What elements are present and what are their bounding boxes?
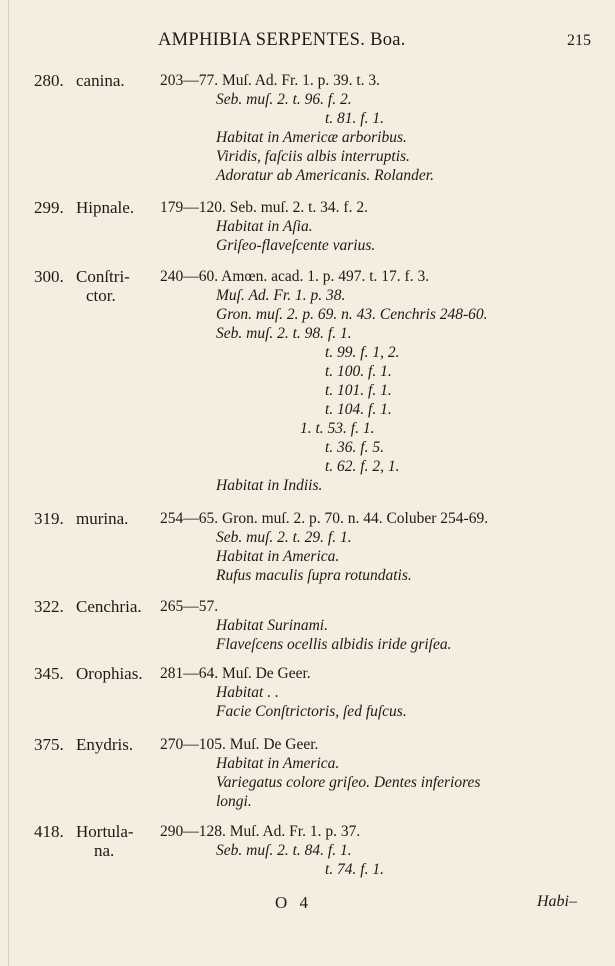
entry-number: 375. (34, 735, 64, 754)
entry-number: 280. (34, 71, 64, 90)
reference-line: 179—120. Seb. muſ. 2. t. 34. f. 2. (160, 199, 368, 216)
reference-line: 265—57. (160, 598, 219, 615)
page-number: 215 (567, 32, 591, 49)
species-name: canina. (76, 71, 125, 90)
entry-number: 345. (34, 664, 64, 683)
reference-line: 240—60. Amœn. acad. 1. p. 497. t. 17. f. 3. (160, 268, 430, 285)
entry-number: 299. (34, 198, 64, 217)
description-line: Viridis, faſciis albis interruptis. (216, 148, 410, 165)
description-line: Adoratur ab Americanis. Rolander. (216, 167, 434, 184)
species-name-continued: na. (94, 841, 115, 860)
reference-line: 203—77. Muſ. Ad. Fr. 1. p. 39. t. 3. (160, 72, 381, 89)
entry-number: 300. (34, 267, 64, 286)
reference-line: t. 101. f. 1. (325, 382, 392, 399)
reference-line: t. 99. f. 1, 2. (325, 344, 400, 361)
entry-number: 418. (34, 822, 64, 841)
habitat-line: Habitat in Americæ arboribus. (216, 129, 407, 146)
habitat-line: Habitat in Indiis. (216, 477, 323, 494)
reference-line: 281—64. Muſ. De Geer. (160, 665, 311, 682)
habitat-line: Habitat in America. (216, 755, 340, 772)
page-edge-shadow (8, 0, 9, 966)
reference-line: 290—128. Muſ. Ad. Fr. 1. p. 37. (160, 823, 361, 840)
reference-line: Seb. muſ. 2. t. 84. f. 1. (216, 842, 352, 859)
description-line: Griſeo-flaveſcente varius. (216, 237, 376, 254)
reference-line: t. 104. f. 1. (325, 401, 392, 418)
reference-line: t. 74. f. 1. (325, 861, 384, 878)
description-line: Rufus maculis ſupra rotundatis. (216, 567, 412, 584)
reference-line: 270—105. Muſ. De Geer. (160, 736, 319, 753)
habitat-line: Habitat in America. (216, 548, 340, 565)
page-header (0, 30, 615, 54)
species-name: Hortula- (76, 822, 134, 841)
reference-line: 1. t. 53. f. 1. (300, 420, 375, 437)
reference-line: t. 36. f. 5. (325, 439, 384, 456)
reference-line: Muſ. Ad. Fr. 1. p. 38. (216, 287, 346, 304)
reference-line: Gron. muſ. 2. p. 69. n. 43. Cenchris 248-60. (216, 306, 488, 323)
habitat-line: Habitat . . (216, 684, 279, 701)
species-name: Hipnale. (76, 198, 135, 217)
species-name-continued: ctor. (86, 286, 116, 305)
running-title: AMPHIBIA SERPENTES. Boa. (158, 30, 406, 50)
reference-line: Seb. muſ. 2. t. 96. f. 2. (216, 91, 352, 108)
description-line: Variegatus colore griſeo. Dentes inferiores (216, 774, 481, 791)
entry-number: 319. (34, 509, 64, 528)
reference-line: 254—65. Gron. muſ. 2. p. 70. n. 44. Coluber 254-69. (160, 510, 489, 527)
reference-line: Seb. muſ. 2. t. 29. f. 1. (216, 529, 352, 546)
habitat-line: Habitat in Aſia. (216, 218, 313, 235)
catchword: Habi– (537, 893, 577, 910)
description-line: Facie Conſtrictoris, ſed fuſcus. (216, 703, 407, 720)
reference-line: Seb. muſ. 2. t. 98. f. 1. (216, 325, 352, 342)
habitat-line: Habitat Surinami. (216, 617, 328, 634)
description-line: longi. (216, 793, 252, 810)
signature-mark: O 4 (275, 893, 313, 912)
species-name: Cenchria. (76, 597, 142, 616)
species-name: Orophias. (76, 664, 143, 683)
reference-line: t. 100. f. 1. (325, 363, 392, 380)
reference-line: t. 81. f. 1. (325, 110, 384, 127)
species-name: Conſtri- (76, 267, 130, 286)
species-name: Enydris. (76, 735, 134, 754)
species-name: murina. (76, 509, 129, 528)
entry-number: 322. (34, 597, 64, 616)
reference-line: t. 62. f. 2, 1. (325, 458, 400, 475)
description-line: Flaveſcens ocellis albidis iride griſea. (216, 636, 452, 653)
